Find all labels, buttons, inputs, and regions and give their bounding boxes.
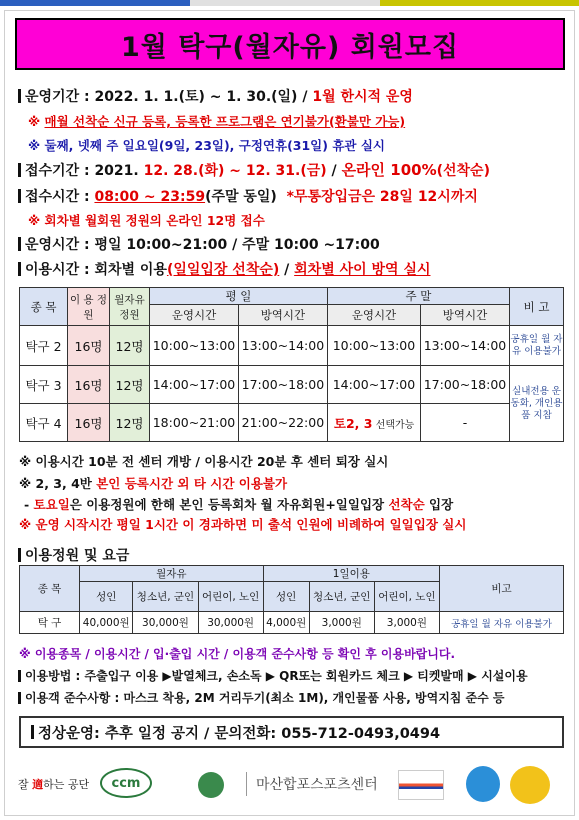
note-daily-entry: ※ 운영 시작시간 평일 1시간 이 경과하면 미 출석 인원에 비례하여 일일입장 실시 xyxy=(19,517,467,532)
gongdan-emblem-icon xyxy=(198,772,224,798)
usage-method: 이용방법 : 주출입구 이용 ▶발열체크, 손소독 ▶ QR또는 회원카드 체크 ▶ 티켓발매 ▶ 시설이용 xyxy=(18,667,528,684)
center-name: 마산합포스포츠센터 xyxy=(256,777,378,793)
mascot-blue-icon xyxy=(466,766,500,802)
table-row: 탁구 4 16명 12명 18:00~21:00 21:00~22:00 토2, 3 선택가능 - xyxy=(20,404,564,442)
mascot-yellow-icon xyxy=(510,766,550,804)
apply-time: 접수시간 : 08:00 ~ 23:59(주말 동일) *무통장입금은 28일 12시까지 xyxy=(18,186,478,206)
ccm-logo: ccm xyxy=(100,768,152,798)
table-row: 탁구 2 16명 12명 10:00~13:00 13:00~14:00 10:00~13:00 13:00~14:00 공휴일 월 자유 이용불가 xyxy=(20,326,564,366)
th-weekday: 평 일 xyxy=(150,288,328,305)
remark-holiday: 공휴일 월 자유 이용불가 xyxy=(510,326,564,366)
th-remark: 비 고 xyxy=(510,288,564,326)
th-weekday-op: 운영시간 xyxy=(150,305,239,326)
contact-footer: 정상운영: 추후 일정 공지 / 문의전화: 055-712-0493,0494 xyxy=(19,716,564,748)
apply-note: ※ 회차별 월회원 정원의 온라인 12명 접수 xyxy=(28,213,265,228)
top-color-bars xyxy=(0,0,579,6)
remark-shoes: 실내전용 운동화, 개인용품 지참 xyxy=(510,366,564,442)
period-note-1: ※ 매월 선착순 신규 등록, 등록한 프로그램은 연기불가(환불만 가능) xyxy=(28,114,406,129)
note-saturday: - 토요일은 이용정원에 한해 본인 등록회차 월 자유회원+일일입장 선착순 입장 xyxy=(24,497,454,512)
certificate-icon xyxy=(398,770,444,800)
period-note-2: ※ 둘째, 넷째 주 일요일(9일, 23일), 구정연휴(31일) 휴관 실시 xyxy=(28,138,385,153)
user-rules: 이용객 준수사항 : 마스크 착용, 2M 거리두기(최소 1M), 개인물품 사용, 방역지침 준수 등 xyxy=(18,689,505,706)
operation-time: 운영시간 : 평일 10:00~21:00 / 주말 10:00 ~17:00 xyxy=(18,234,380,254)
note-other-time: ※ 2, 3, 4반 본인 등록시간 외 타 시간 이용불가 xyxy=(19,476,288,491)
operation-period: 운영기간 : 2022. 1. 1.(토) ~ 1. 30.(일) / 1월 한시적 운영 xyxy=(18,86,413,106)
th-monthly: 월자유 정원 xyxy=(110,288,150,326)
slogan-logo: 잘 適하는 공단 xyxy=(18,778,90,791)
th-weekend: 주 말 xyxy=(327,288,509,305)
th-weekend-op: 운영시간 xyxy=(327,305,420,326)
table-row: 탁구 3 16명 12명 14:00~17:00 17:00~18:00 14:00~17:00 17:00~18:00 실내전용 운동화, 개인용품 지참 xyxy=(20,366,564,404)
table-row: 탁 구 40,000원 30,000원 30,000원 4,000원 3,000원 3,000원 공휴일 월 자유 이용불가 xyxy=(20,612,564,634)
apply-period: 접수기간 : 2021. 12. 28.(화) ~ 12. 31.(금) / 온라인 100%(선착순) xyxy=(18,159,490,180)
use-time: 이용시간 : 회차별 이용(일일입장 선착순) / 회차별 사이 방역 실시 xyxy=(18,259,431,279)
schedule-table xyxy=(19,287,564,442)
page-title: 1월 탁구(월자유) 회원모집 xyxy=(120,31,460,63)
th-item: 종 목 xyxy=(20,288,68,326)
logo-strip xyxy=(0,762,579,812)
note-open-time: ※ 이용시간 10분 전 센터 개방 / 이용시간 20분 후 센터 퇴장 실시 xyxy=(19,454,389,469)
title-banner xyxy=(15,18,565,70)
th-weekday-disinfect: 방역시간 xyxy=(238,305,327,326)
fee-table: 종 목 월자유 1일이용 비고 성인 청소년, 군인 어린이, 노인 성인 청소년, 군인 어린이, 노인 탁 구 40,000원 30,000원 30,000원 4,000원 3,000원 3,000원 공휴일 월 자유 이용불가 xyxy=(19,565,564,634)
fee-heading: 이용정원 및 요금 xyxy=(18,545,129,565)
th-weekend-disinfect: 방역시간 xyxy=(421,305,510,326)
notice-check: ※ 이용종목 / 이용시간 / 입·출입 시간 / 이용객 준수사항 등 확인 후 이용바랍니다. xyxy=(19,647,456,661)
th-capacity: 이 용 정 원 xyxy=(68,288,110,326)
